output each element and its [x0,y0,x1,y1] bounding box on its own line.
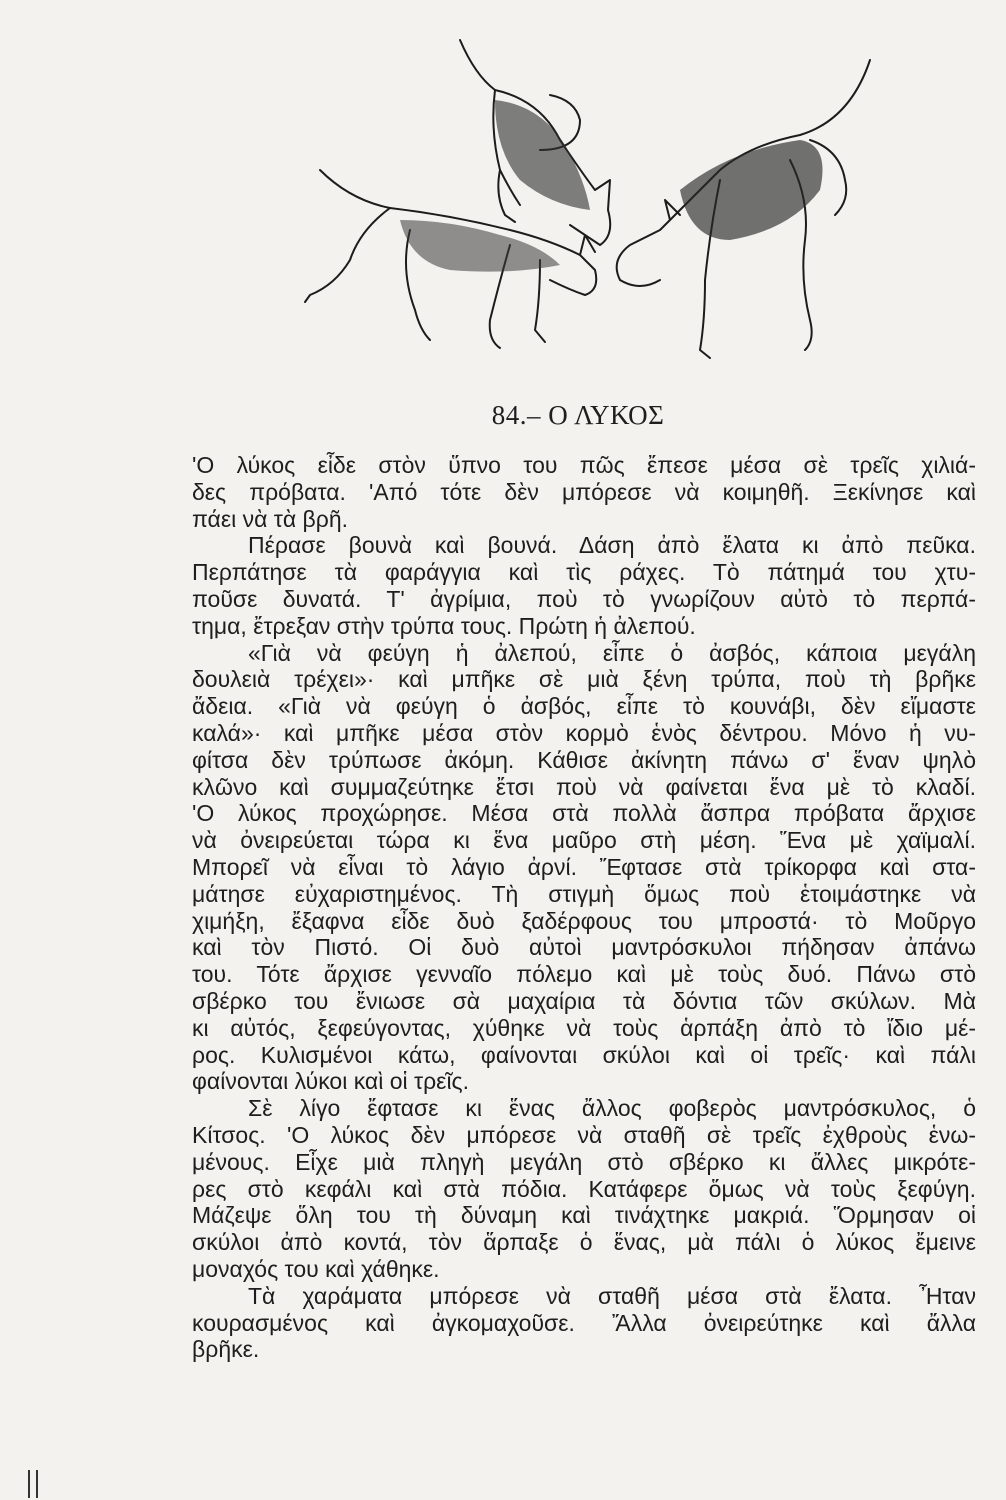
three-wolves-illustration [250,30,890,370]
text-line: κλῶνο καὶ συμμαζεύτηκε ἔτσι ποὺ νὰ φαίνεται ἕνα μὲ τὸ κλαδί. [192,773,976,800]
text-line: σκύλοι ἀπὸ κοντά, τὸν ἅρπαξε ὁ ἕνας, μὰ πάλι ὁ λύκος ἔμεινε [192,1229,976,1256]
text-line: 'Ο λύκος εἶδε στὸν ὕπνο του πῶς ἔπεσε μέσα σὲ τρεῖς χιλιά- [192,452,976,478]
text-line: μένους. Εἶχε μιὰ πληγὴ μεγάλη στὸ σβέρκο κι ἄλλες μικρότε- [192,1148,976,1175]
text-line: Περπάτησε τὰ φαράγγια καὶ τὶς ράχες. Τὸ πάτημά του χτυ- [192,559,976,586]
text-line: δουλειὰ τρέχει»· καὶ μπῆκε σὲ μιὰ ξένη τρύπα, ποὺ τὴ βρῆκε [192,666,976,693]
text-line: ποῦσε δυνατά. Τ' ἀγρίμια, ποὺ τὸ γνωρίζουν αὐτὸ τὸ περπά- [192,585,976,612]
text-line: βρῆκε. [192,1336,260,1363]
text-line: «Γιὰ νὰ φεύγη ἡ ἀλεπού, εἶπε ὁ ἀσβός, κάποια μεγάλη [248,639,976,666]
text-line: καλά»· καὶ μπῆκε μέσα στὸν κορμὸ ἑνὸς δέντρου. Μόνο ἡ νυ- [192,719,976,746]
text-line: μοναχός του καὶ χάθηκε. [192,1255,440,1282]
paragraph [192,532,976,639]
wolf-right-drawing [617,60,870,358]
text-line: φαίνονται λύκοι καὶ οἱ τρεῖς. [192,1068,470,1095]
text-line: Μπορεῖ νὰ εἶναι τὸ λάγιο ἀρνί. Ἔφτασε στὰ τρίκορφα καὶ στα- [192,853,976,880]
text-line: ρες στὸ κεφάλι καὶ στὰ πόδια. Κατάφερε ὅμως νὰ τοὺς ξεφύγη. [192,1175,976,1202]
text-line: κουρασμένος καὶ ἀγκομαχοῦσε. Ἄλλα ὀνειρεύτηκε καὶ ἄλλα [192,1309,976,1336]
paragraph [192,452,976,532]
text-line: Σὲ λίγο ἔφτασε κι ἕνας ἄλλος φοβερὸς μαντρόσκυλος, ὁ [248,1095,976,1122]
text-line: κι αὐτός, ξεφεύγοντας, χύθηκε νὰ τοὺς ἁρπάξη ἀπὸ τὸ ἴδιο μέ- [192,1014,976,1041]
text-line: Πέρασε βουνὰ καὶ βουνά. Δάση ἀπὸ ἔλατα κι ἀπὸ πεῦκα. [248,532,976,559]
paragraph [192,1283,976,1363]
text-line: Τὰ χαράματα μπόρεσε νὰ σταθῆ μέσα στὰ ἔλατα. Ἦταν [248,1282,976,1309]
story-title: 84.– Ο ΛΥΚΟΣ [491,400,665,430]
text-line: 'Ο λύκος προχώρησε. Μέσα στὰ πολλὰ ἄσπρα πρόβατα ἄρχισε [192,800,976,827]
paragraph [192,640,976,1096]
text-line: Μάζεψε ὅλη του τὴ δύναμη καὶ τινάχτηκε μακριά. Ὅρμησαν οἱ [192,1202,976,1229]
text-line: τημα, ἔτρεξαν στὴν τρύπα τους. Πρώτη ἡ ἀλεπού. [192,612,696,639]
wolf-middle-drawing [460,40,610,245]
text-line: νὰ ὀνειρεύεται τώρα κι ἕνα μαῦρο στὴ μέση. Ἕνα μὲ χαϊμαλί. [192,827,976,854]
text-line: ρος. Κυλισμένοι κάτω, φαίνονται σκύλοι καὶ οἱ τρεῖς· καὶ πάλι [192,1041,976,1068]
text-line: μάτησε εὐχαριστημένος. Τὴ στιγμὴ ὅμως ποὺ ἑτοιμάστηκε νὰ [192,880,976,907]
text-line: καὶ τὸν Πιστό. Οἱ δυὸ αὐτοὶ μαντρόσκυλοι πήδησαν ἀπάνω [192,934,976,961]
text-line: χιμήξη, ἔξαφνα εἶδε δυὸ ξαδέρφους του μπροστά· τὸ Μοῦργο [192,907,976,934]
margin-mark [28,1470,38,1498]
text-line: του. Τότε ἄρχισε γενναῖο πόλεμο καὶ μὲ τοὺς δυό. Πάνω στὸ [192,961,976,988]
story-text [192,452,976,1363]
text-line: σβέρκο του ἔνιωσε σὰ μαχαίρια τὰ δόντια τῶν σκύλων. Μὰ [192,987,976,1014]
text-line: ἄδεια. «Γιὰ νὰ φεύγη ὁ ἀσβός, εἶπε τὸ κουνάβι, δὲν εἴμαστε [192,693,976,720]
text-line: δες πρόβατα. 'Από τότε δὲν μπόρεσε νὰ κοιμηθῆ. Ξεκίνησε καὶ [192,478,976,505]
text-line: πάει νὰ τὰ βρῆ. [192,505,349,532]
text-line: Κίτσος. 'Ο λύκος δὲν μπόρεσε νὰ σταθῆ σὲ τρεῖς ἐχθροὺς ἑνω- [192,1121,976,1148]
paragraph [192,1095,976,1283]
text-line: φίτσα δὲν τρύπωσε ἀκόμη. Κάθισε ἀκίνητη πάνω σ' ἕναν ψηλὸ [192,746,976,773]
